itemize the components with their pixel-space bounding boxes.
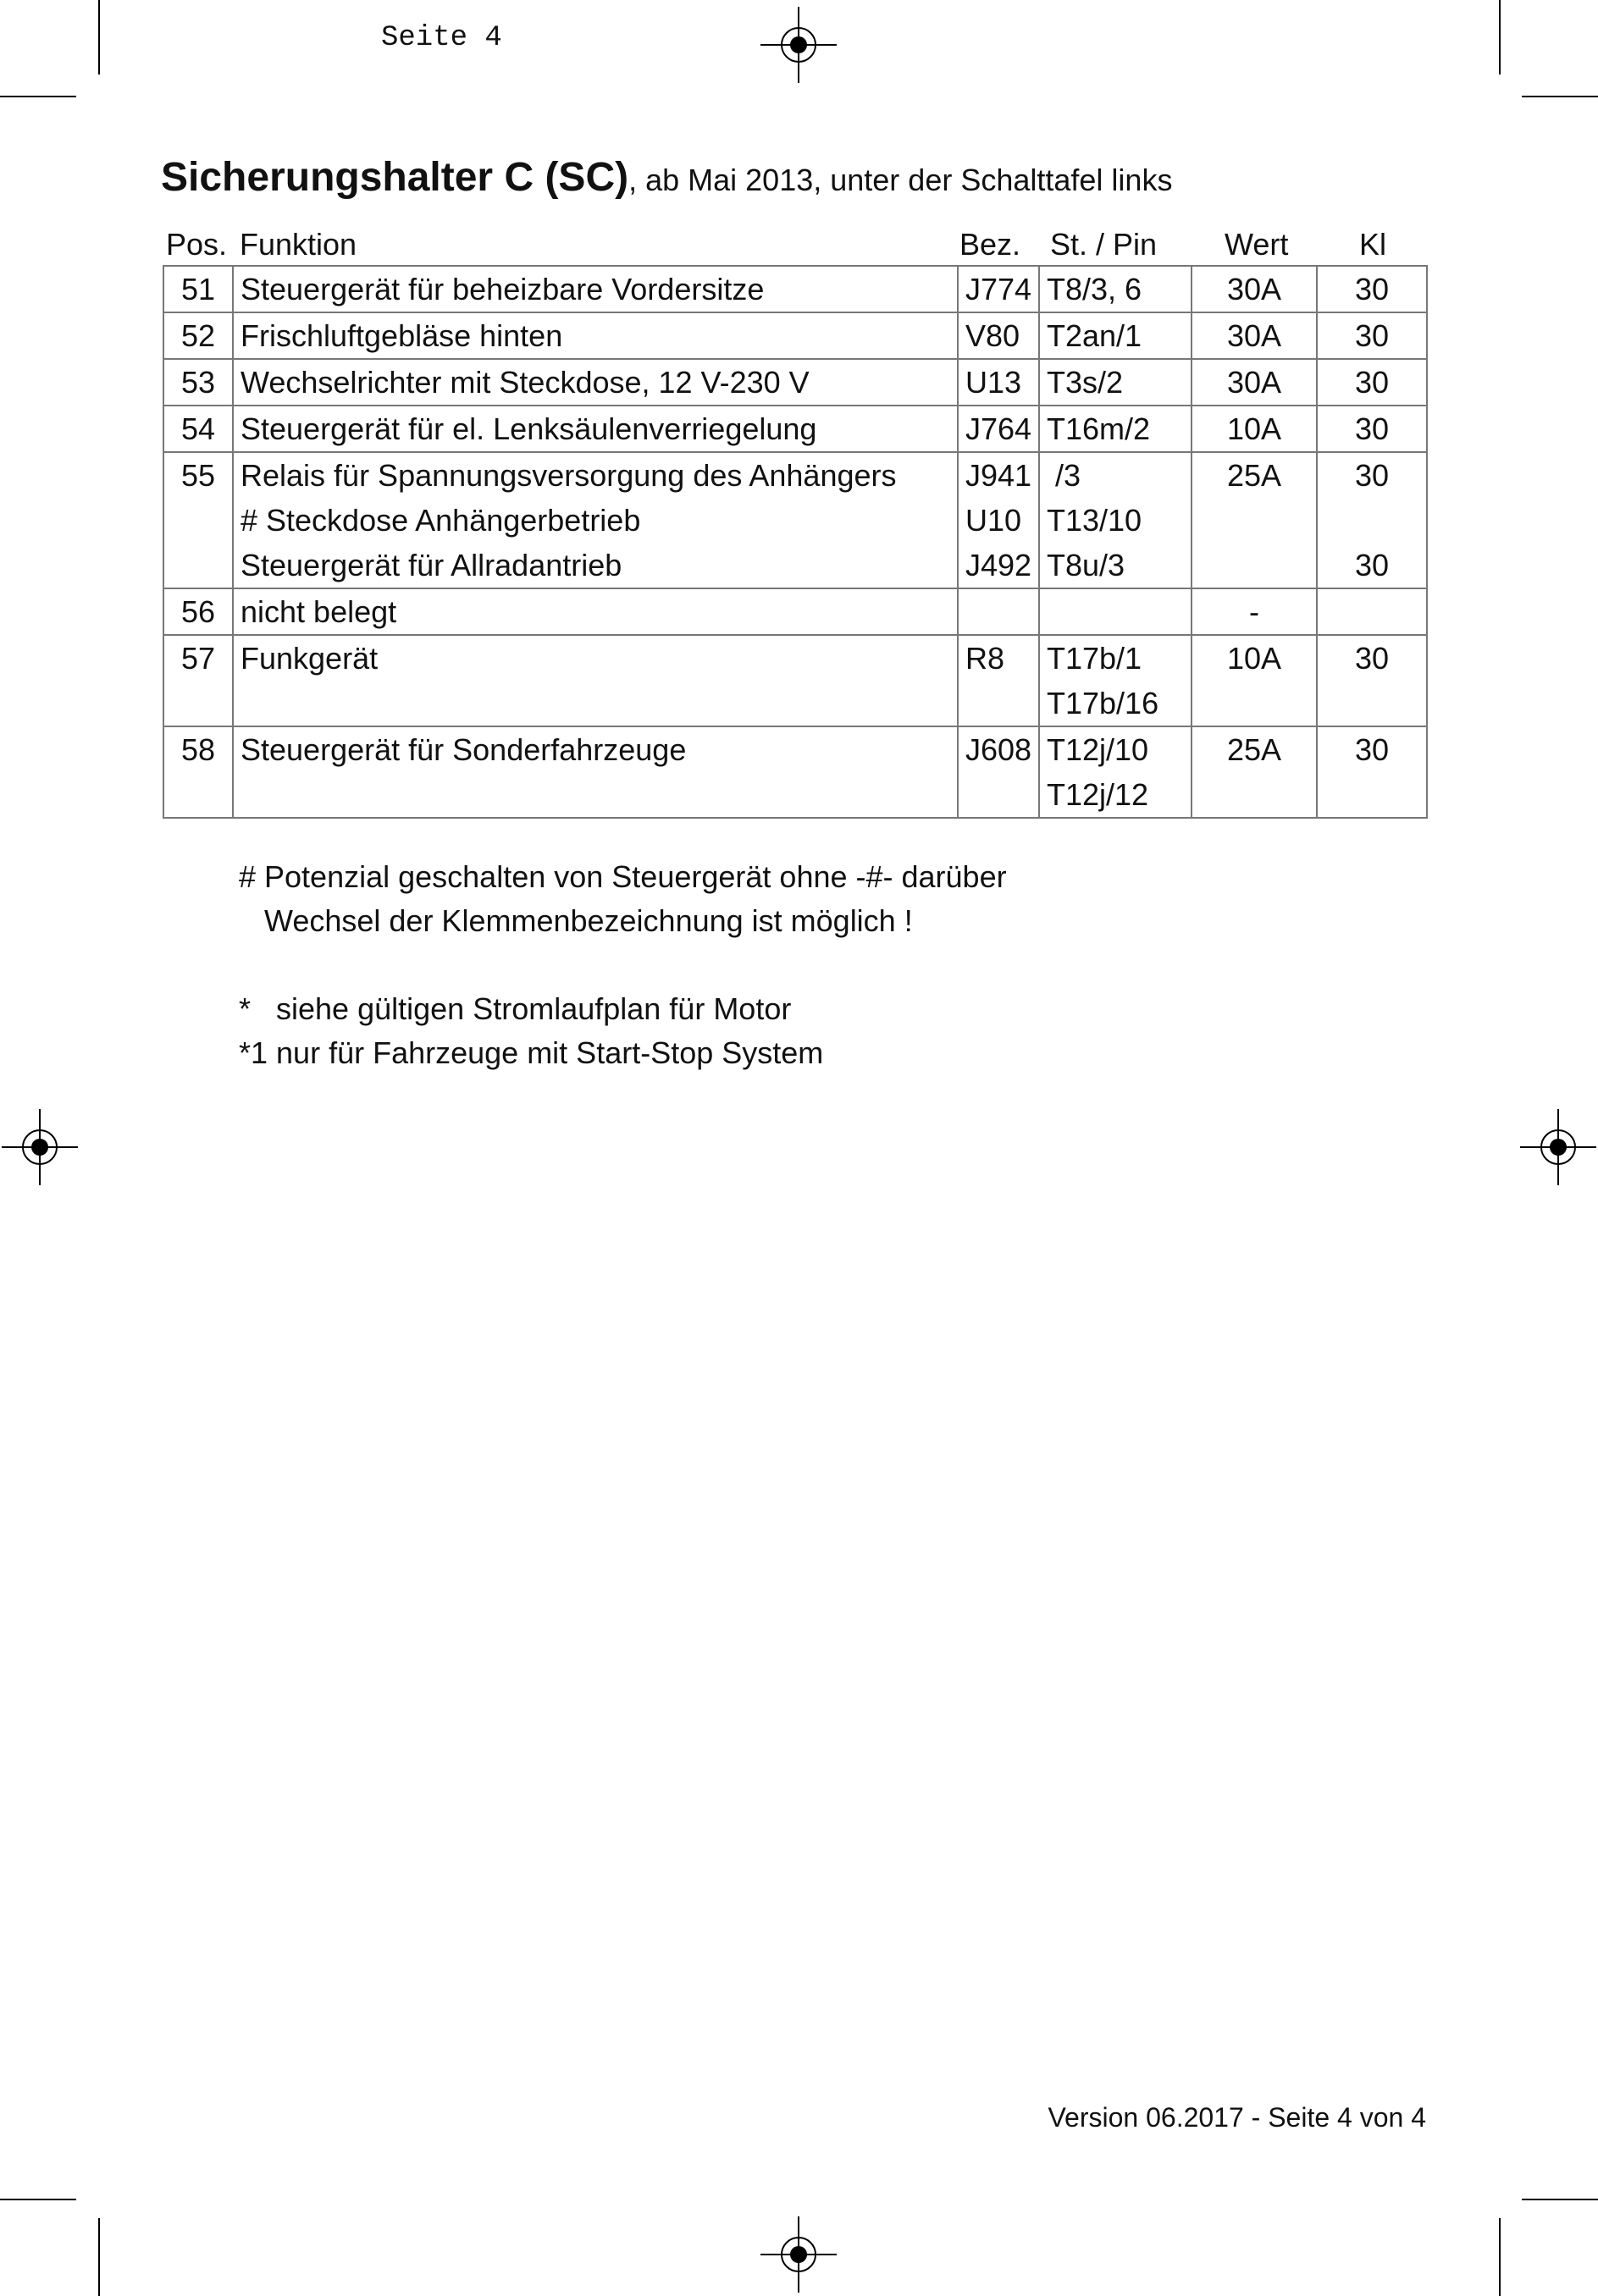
crop-mark (98, 0, 100, 75)
cell-wert: - (1192, 588, 1317, 635)
cell-pin: T12j/10 (1039, 726, 1192, 772)
cell-kl: 30 (1317, 406, 1427, 452)
notes (239, 855, 1007, 1075)
table-row (163, 772, 1427, 818)
header-page-label: Seite 4 (381, 22, 502, 54)
crop-mark (1522, 2199, 1598, 2200)
cell-wert: 10A (1192, 635, 1317, 681)
note-spacer (239, 943, 1007, 987)
crop-mark (1522, 96, 1598, 97)
cell-kl: 30 (1317, 452, 1427, 498)
cell-kl: 30 (1317, 543, 1427, 588)
table-row (163, 498, 1427, 543)
cell-funktion: Steuergerät für Sonderfahrzeuge (233, 726, 958, 772)
cell-pos: 58 (163, 726, 233, 772)
cell-bez: V80 (958, 312, 1039, 359)
cell-wert: 25A (1192, 726, 1317, 772)
cell-pos: 53 (163, 359, 233, 406)
cell-pin: T17b/16 (1039, 681, 1192, 726)
cell-kl: 30 (1317, 312, 1427, 359)
crop-mark (1499, 2218, 1501, 2296)
note-hash-line1: # Potenzial geschalten von Steuergerät ohne -#- darüber (239, 859, 1007, 894)
cell-funktion (233, 772, 958, 818)
cell-pin: T8/3, 6 (1039, 266, 1192, 312)
cell-bez: R8 (958, 635, 1039, 681)
table-row (163, 681, 1427, 726)
table-row (163, 312, 1427, 359)
cell-funktion: # Steckdose Anhängerbetrieb (233, 498, 958, 543)
cell-bez: J492 (958, 543, 1039, 588)
table-row (163, 452, 1427, 498)
table-row (163, 726, 1427, 772)
table-row (163, 543, 1427, 588)
cell-pos: 54 (163, 406, 233, 452)
cell-bez: J941 (958, 452, 1039, 498)
cell-wert: 30A (1192, 266, 1317, 312)
cell-kl: 30 (1317, 266, 1427, 312)
note-hash-line2: Wechsel der Klemmenbezeichnung ist möglich ! (239, 903, 913, 938)
cell-funktion: Frischluftgebläse hinten (233, 312, 958, 359)
cell-pin: T16m/2 (1039, 406, 1192, 452)
registration-mark-icon (760, 2216, 837, 2293)
cell-wert: 30A (1192, 312, 1317, 359)
registration-mark-icon (1520, 1109, 1596, 1185)
note-star-line: * siehe gültigen Stromlaufplan für Motor (239, 991, 792, 1026)
cell-pin: /3 (1039, 452, 1192, 498)
cell-funktion: nicht belegt (233, 588, 958, 635)
cell-bez (958, 772, 1039, 818)
col-header-wert: Wert (1225, 227, 1289, 262)
cell-wert (1192, 498, 1317, 543)
page-title (161, 154, 1172, 201)
cell-funktion: Funkgerät (233, 635, 958, 681)
cell-bez: J764 (958, 406, 1039, 452)
table-row (163, 635, 1427, 681)
cell-bez: J608 (958, 726, 1039, 772)
cell-funktion: Relais für Spannungsversorgung des Anhängers (233, 452, 958, 498)
cell-pos (163, 681, 233, 726)
cell-pos (163, 772, 233, 818)
fuse-table (163, 265, 1428, 819)
col-header-pin: St. / Pin (1050, 227, 1158, 262)
cell-kl (1317, 588, 1427, 635)
crop-mark (98, 2218, 100, 2296)
footer-version: Version 06.2017 - Seite 4 von 4 (1048, 2102, 1426, 2133)
cell-pos (163, 498, 233, 543)
registration-mark-icon (760, 7, 837, 83)
note-star1-line: *1 nur für Fahrzeuge mit Start-Stop System (239, 1035, 824, 1070)
cell-pin: T12j/12 (1039, 772, 1192, 818)
cell-bez: J774 (958, 266, 1039, 312)
title-main: Sicherungshalter C (SC) (161, 155, 629, 200)
cell-funktion: Steuergerät für el. Lenksäulenverriegelung (233, 406, 958, 452)
cell-pos: 52 (163, 312, 233, 359)
cell-funktion: Wechselrichter mit Steckdose, 12 V-230 V (233, 359, 958, 406)
cell-kl (1317, 681, 1427, 726)
cell-pos: 51 (163, 266, 233, 312)
cell-funktion (233, 681, 958, 726)
cell-pin: T2an/1 (1039, 312, 1192, 359)
cell-bez (958, 588, 1039, 635)
cell-pin: T3s/2 (1039, 359, 1192, 406)
cell-pos: 56 (163, 588, 233, 635)
cell-kl: 30 (1317, 635, 1427, 681)
cell-pin: T13/10 (1039, 498, 1192, 543)
col-header-kl: Kl (1359, 227, 1387, 262)
cell-wert (1192, 543, 1317, 588)
crop-mark (0, 2199, 76, 2200)
cell-funktion: Steuergerät für beheizbare Vordersitze (233, 266, 958, 312)
cell-pos (163, 543, 233, 588)
cell-kl: 30 (1317, 359, 1427, 406)
cell-wert (1192, 681, 1317, 726)
cell-wert: 25A (1192, 452, 1317, 498)
cell-wert: 10A (1192, 406, 1317, 452)
cell-bez: U10 (958, 498, 1039, 543)
table-row (163, 406, 1427, 452)
col-header-bez: Bez. (959, 227, 1021, 262)
cell-funktion: Steuergerät für Allradantrieb (233, 543, 958, 588)
crop-mark (0, 96, 76, 97)
cell-pin: T17b/1 (1039, 635, 1192, 681)
cell-pin (1039, 588, 1192, 635)
registration-mark-icon (2, 1109, 78, 1185)
title-sub: , ab Mai 2013, unter der Schalttafel links (628, 163, 1173, 197)
cell-bez: U13 (958, 359, 1039, 406)
col-header-pos: Pos. (166, 227, 228, 262)
table-row (163, 359, 1427, 406)
cell-wert: 30A (1192, 359, 1317, 406)
cell-pos: 57 (163, 635, 233, 681)
cell-wert (1192, 772, 1317, 818)
cell-bez (958, 681, 1039, 726)
cell-pos: 55 (163, 452, 233, 498)
cell-kl (1317, 772, 1427, 818)
cell-kl (1317, 498, 1427, 543)
col-header-funktion: Funktion (240, 227, 357, 262)
table-row (163, 266, 1427, 312)
crop-mark (1499, 0, 1501, 75)
table-row (163, 588, 1427, 635)
cell-pin: T8u/3 (1039, 543, 1192, 588)
cell-kl: 30 (1317, 726, 1427, 772)
